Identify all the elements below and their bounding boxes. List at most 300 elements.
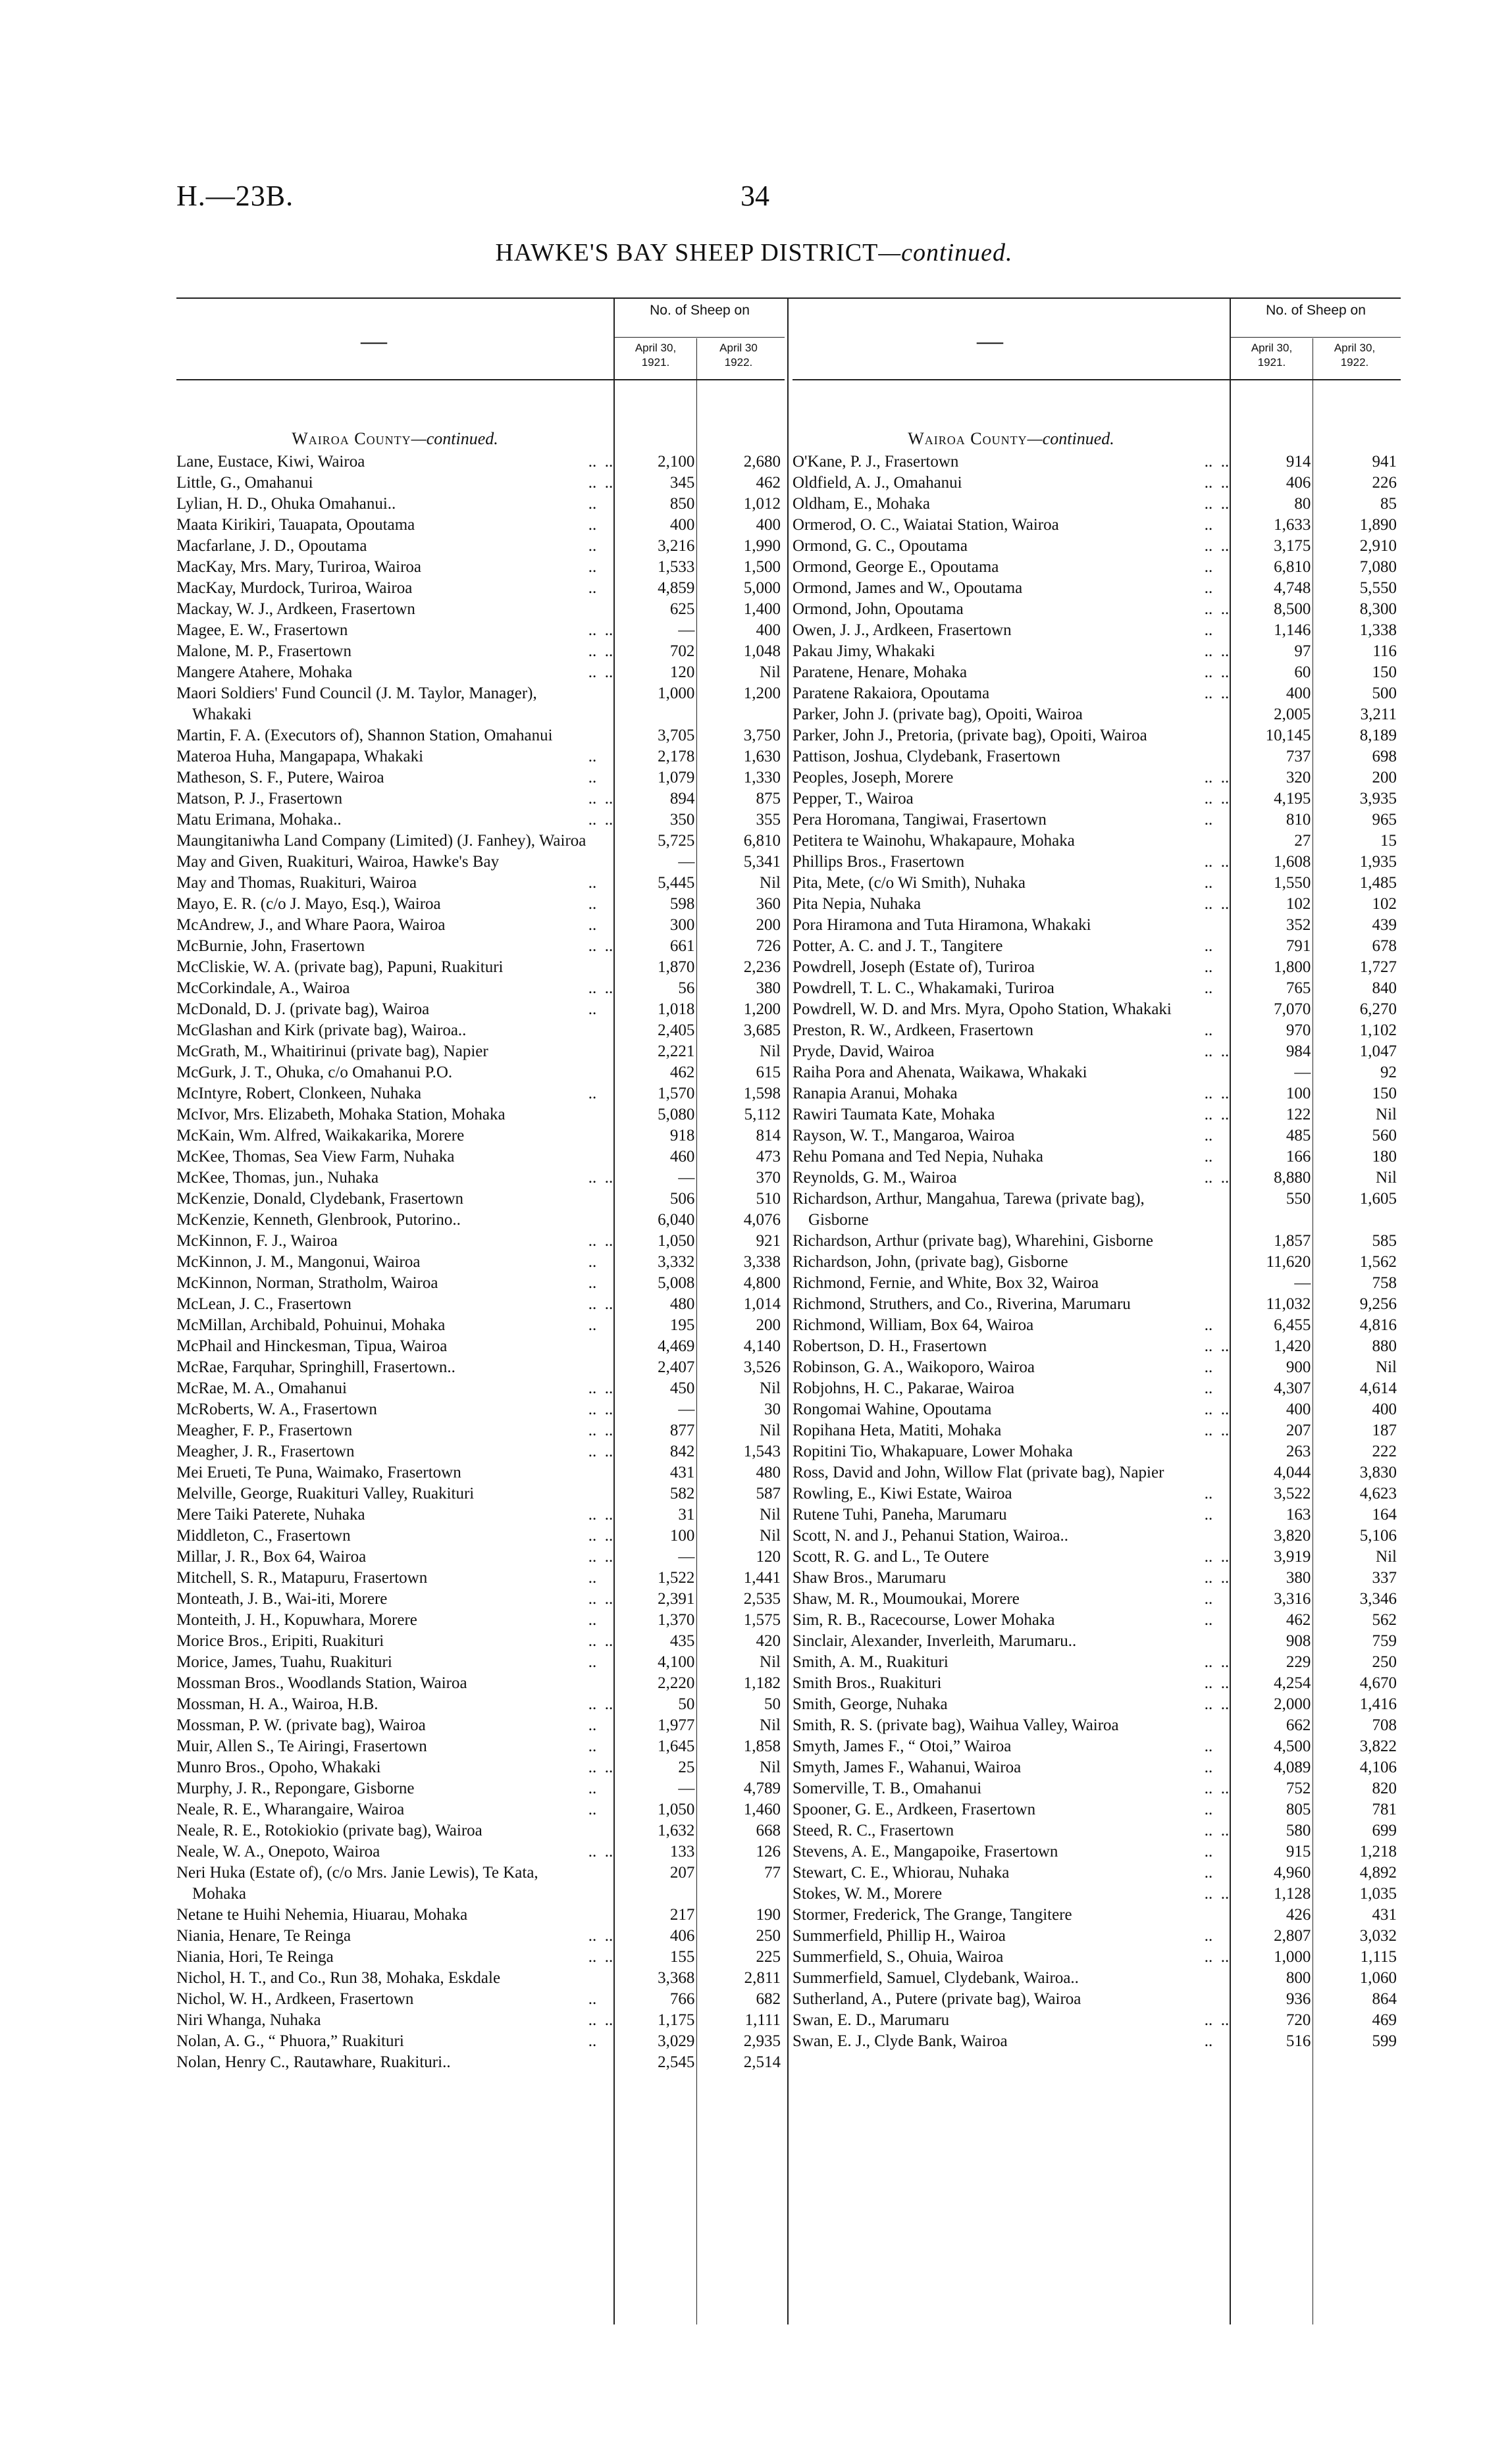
sheep-1921: 217: [669, 1906, 695, 1924]
owner-name: Mangere Atahere, Mohaka: [176, 663, 353, 681]
table-row: [793, 1862, 1401, 1884]
sheep-1922: 880: [1372, 1337, 1397, 1355]
sheep-1922: 1,416: [1359, 1695, 1397, 1713]
owner-name: Rongomai Wahine, Opoutama: [793, 1400, 992, 1418]
table-row: [793, 1547, 1401, 1568]
leader-dots: [1205, 704, 1234, 725]
sheep-1921: 5,008: [658, 1274, 695, 1292]
table-row: [793, 1294, 1401, 1315]
owner-name: Neale, R. E., Rotokiokio (private bag), Wairoa: [176, 1822, 482, 1839]
sheep-1921: 4,500: [1274, 1737, 1311, 1755]
table-row: [176, 1862, 785, 1905]
sheep-1922: 1,014: [743, 1295, 781, 1313]
sheep-1921: 352: [1286, 916, 1311, 934]
table-row: [176, 788, 785, 809]
sheep-1921: 462: [669, 1064, 695, 1081]
sheep-1922: 200: [756, 1316, 781, 1334]
owner-name: Matson, P. J., Frasertown: [176, 790, 343, 808]
sheep-1921: 918: [669, 1127, 695, 1144]
sheep-1922: 9,256: [1359, 1295, 1397, 1313]
sheep-1922: 370: [756, 1169, 781, 1187]
table-row: [176, 662, 785, 683]
owner-name: McKinnon, Norman, Stratholm, Wairoa: [176, 1274, 438, 1292]
sheep-1921: 195: [669, 1316, 695, 1334]
sheep-1922: 840: [1372, 979, 1397, 997]
sheep-1922: 222: [1372, 1443, 1397, 1460]
leader-dots: ..: [588, 1000, 597, 1018]
leader-dots: [1205, 1062, 1234, 1083]
sheep-1921: 4,960: [1274, 1864, 1311, 1882]
leader-dots: .. ..: [1204, 1780, 1230, 1797]
table-row: [176, 1589, 785, 1610]
sheep-1921: 300: [669, 916, 695, 934]
leader-dots: .. ..: [1204, 895, 1230, 913]
leader-dots: ..: [1204, 1021, 1213, 1039]
sheep-1921: —: [1294, 1064, 1311, 1081]
owner-name: Ormond, James and W., Opoutama: [793, 579, 1023, 597]
sheep-1921: 1,857: [1274, 1232, 1311, 1250]
table-row: [176, 536, 785, 557]
sheep-1921: 5,725: [658, 832, 695, 850]
left-table-header: [176, 297, 785, 380]
owner-name: Meagher, F. P., Frasertown: [176, 1422, 353, 1439]
owner-name: Powdrell, T. L. C., Whakamaki, Turiroa: [793, 979, 1054, 997]
sheep-1922: 225: [756, 1948, 781, 1966]
table-row: [793, 1736, 1401, 1757]
leader-dots: [588, 1125, 618, 1146]
owner-name: Pattison, Joshua, Clydebank, Frasertown: [793, 748, 1060, 765]
table-row: [176, 1252, 785, 1273]
table-row: [793, 1399, 1401, 1420]
table-row: [793, 1231, 1401, 1252]
owner-name: Owen, J. J., Ardkeen, Frasertown: [793, 621, 1012, 639]
sheep-1922: 1,182: [743, 1674, 781, 1692]
owner-name: Matu Erimana, Mohaka..: [176, 811, 342, 829]
leader-dots: ..: [588, 769, 597, 786]
sheep-1922: 200: [1372, 769, 1397, 786]
table-row: [793, 1926, 1401, 1947]
leader-dots: .. ..: [1204, 1653, 1230, 1671]
sheep-1922: 1,048: [743, 642, 781, 660]
sheep-1922: 1,890: [1359, 516, 1397, 534]
leader-dots: .. ..: [588, 1400, 613, 1418]
owner-name: Murphy, J. R., Repongare, Gisborne: [176, 1780, 415, 1797]
leader-dots: [588, 599, 618, 620]
sheep-1921: 3,316: [1274, 1590, 1311, 1608]
sheep-1922: 1,102: [1359, 1021, 1397, 1039]
table-row: [176, 957, 785, 978]
sheep-1921: 550: [1286, 1190, 1311, 1208]
table-row: [793, 746, 1401, 767]
sheep-1922: 1,012: [743, 495, 781, 513]
table-row: [176, 1757, 785, 1778]
owner-name: Malone, M. P., Frasertown: [176, 642, 351, 660]
sheep-1922: 8,189: [1359, 727, 1397, 744]
sheep-1921: 229: [1286, 1653, 1311, 1671]
leader-dots: ..: [1204, 1127, 1213, 1144]
leader-dots: .. ..: [1204, 663, 1230, 681]
table-row: [793, 1357, 1401, 1378]
sheep-1922: 77: [764, 1864, 781, 1882]
owner-name: Stewart, C. E., Whiorau, Nuhaka: [793, 1864, 1010, 1882]
sheep-1922: 2,535: [743, 1590, 781, 1608]
sheep-1921: 1,977: [658, 1716, 695, 1734]
sheep-1921: 4,307: [1274, 1379, 1311, 1397]
sheep-1922: 500: [1372, 684, 1397, 702]
sheep-1922: 4,106: [1359, 1758, 1397, 1776]
table-row: [793, 1420, 1401, 1441]
sheep-1921: 10,145: [1265, 727, 1311, 744]
owner-name: Ormond, George E., Opoutama: [793, 558, 999, 576]
name-column-header: —: [361, 326, 387, 355]
table-row: [793, 1652, 1401, 1673]
sheep-1922: 92: [1380, 1064, 1397, 1081]
sheep-1921: 3,332: [658, 1253, 695, 1271]
table-row: [176, 1799, 785, 1820]
sheep-1922: 678: [1372, 937, 1397, 955]
sheep-1922: 116: [1372, 642, 1397, 660]
sheep-1922: 30: [764, 1400, 781, 1418]
sheep-1922: 1,047: [1359, 1042, 1397, 1060]
sheep-1922: 1,441: [743, 1569, 781, 1587]
sheep-1921: 894: [669, 790, 695, 808]
sheep-1922: 3,935: [1359, 790, 1397, 808]
owner-name: Monteath, J. B., Wai-iti, Morere: [176, 1590, 388, 1608]
sheep-1922: 699: [1372, 1822, 1397, 1839]
leader-dots: ..: [588, 495, 597, 513]
sheep-1921: 2,807: [1274, 1927, 1311, 1945]
leader-dots: ..: [1204, 1758, 1213, 1776]
sheep-1922: Nil: [1376, 1106, 1397, 1123]
sheep-1922: 462: [756, 474, 781, 492]
owner-name: Robjohns, H. C., Pakarae, Wairoa: [793, 1379, 1015, 1397]
owner-name: Mossman Bros., Woodlands Station, Wairoa: [176, 1674, 467, 1692]
sheep-1922: 6,810: [743, 832, 781, 850]
leader-dots: .. ..: [1204, 495, 1230, 513]
sheep-1921: 1,533: [658, 558, 695, 576]
sheep-1921: 380: [1286, 1569, 1311, 1587]
leader-dots: [1205, 1231, 1234, 1252]
owner-name: Nichol, W. H., Ardkeen, Frasertown: [176, 1990, 414, 2008]
leader-dots: [588, 852, 618, 873]
sheep-1922: 864: [1372, 1990, 1397, 2008]
owner-name: McKenzie, Kenneth, Glenbrook, Putorino..: [176, 1211, 461, 1229]
sheep-1921: 2,405: [658, 1021, 695, 1039]
sheep-1922: 120: [756, 1548, 781, 1566]
owner-name: Oldham, E., Mohaka: [793, 495, 930, 513]
column-divider: [787, 297, 789, 2324]
sheep-1921: 1,632: [658, 1822, 695, 1839]
sheep-1921: —: [678, 1548, 695, 1566]
leader-dots: .. ..: [588, 937, 613, 955]
sheep-1922: 921: [756, 1232, 781, 1250]
sheep-1922: 4,789: [743, 1780, 781, 1797]
sheep-1921: 1,800: [1274, 958, 1311, 976]
table-row: [176, 1715, 785, 1736]
sheep-1922: 875: [756, 790, 781, 808]
table-row: [793, 915, 1401, 936]
sheep-1922: 759: [1372, 1632, 1397, 1650]
sheep-1921: 2,220: [658, 1674, 695, 1692]
sheep-1921: 207: [669, 1864, 695, 1882]
sheep-1921: 3,522: [1274, 1485, 1311, 1502]
leader-dots: [588, 1862, 618, 1905]
sheep-1921: —: [678, 1780, 695, 1797]
leader-dots: .. ..: [1204, 600, 1230, 618]
leader-dots: [1205, 1715, 1234, 1736]
owner-name: Swan, E. D., Marumaru: [793, 2011, 950, 2029]
sheep-1921: 435: [669, 1632, 695, 1650]
sheep-1921: 400: [1286, 684, 1311, 702]
owner-name: Pakau Jimy, Whakaki: [793, 642, 935, 660]
sheep-1921: 102: [1286, 895, 1311, 913]
leader-dots: ..: [588, 1085, 597, 1102]
sheep-1921: 805: [1286, 1801, 1311, 1818]
sheep-1921: 766: [669, 1990, 695, 2008]
sheep-1922: 6,270: [1359, 1000, 1397, 1018]
sheep-1922: 1,562: [1359, 1253, 1397, 1271]
owner-name: McGrath, M., Whaitirinui (private bag), Napier: [176, 1042, 488, 1060]
owner-name: Reynolds, G. M., Wairoa: [793, 1169, 957, 1187]
table-row: [176, 1357, 785, 1378]
table-row: [793, 1125, 1401, 1146]
leader-dots: .. ..: [1204, 769, 1230, 786]
sheep-1922: 200: [756, 916, 781, 934]
table-row: [176, 1989, 785, 2010]
sheep-1922: 190: [756, 1906, 781, 1924]
table-row: [176, 1146, 785, 1168]
sheep-1922: 3,211: [1360, 706, 1397, 723]
sheep-1921: 582: [669, 1485, 695, 1502]
sheep-1922: 337: [1372, 1569, 1397, 1587]
leader-dots: ..: [1204, 1148, 1213, 1166]
leader-dots: [588, 1336, 618, 1357]
table-row: [793, 2010, 1401, 2031]
sheep-1921: 580: [1286, 1822, 1311, 1839]
sheep-1922: 2,811: [744, 1969, 781, 1987]
col-1921-header: April 30, 1921.: [1251, 342, 1293, 369]
owner-name: Parker, John J., Pretoria, (private bag), Opoiti, Wairoa: [793, 727, 1147, 744]
owner-name: Munro Bros., Opoho, Whakaki: [176, 1758, 381, 1776]
table-row: [176, 1231, 785, 1252]
owner-name: O'Kane, P. J., Frasertown: [793, 453, 959, 471]
leader-dots: ..: [588, 1801, 597, 1818]
table-row: [793, 494, 1401, 515]
sheep-1922: 758: [1372, 1274, 1397, 1292]
table-row: [176, 1652, 785, 1673]
owner-name: Muir, Allen S., Te Airingi, Frasertown: [176, 1737, 427, 1755]
leader-dots: [1205, 1968, 1234, 1989]
sheep-1922: 85: [1380, 495, 1397, 513]
leader-dots: [588, 2052, 618, 2073]
owner-name: McKinnon, F. J., Wairoa: [176, 1232, 338, 1250]
table-row: [176, 809, 785, 831]
sheep-1922: 4,800: [743, 1274, 781, 1292]
leader-dots: [1205, 1462, 1234, 1483]
sheep-1922: 1,575: [743, 1611, 781, 1629]
table-row: [176, 1820, 785, 1841]
sheep-1922: 15: [1380, 832, 1397, 850]
sheep-1922: Nil: [760, 1506, 781, 1524]
sheep-1921: 97: [1294, 642, 1311, 660]
table-row: [176, 1673, 785, 1694]
sheep-1922: 781: [1372, 1801, 1397, 1818]
sheep-1922: 3,032: [1359, 1927, 1397, 1945]
sheep-1922: 5,112: [744, 1106, 781, 1123]
leader-dots: [1205, 1905, 1234, 1926]
leader-dots: .. ..: [588, 1506, 613, 1524]
leader-dots: .. ..: [1204, 1422, 1230, 1439]
sheep-1921: 1,146: [1274, 621, 1311, 639]
leader-dots: .. ..: [588, 811, 613, 829]
sheep-1921: 155: [669, 1948, 695, 1966]
table-row: [176, 515, 785, 536]
owner-name: Nolan, A. G., “ Phuora,” Ruakituri: [176, 2032, 404, 2050]
sheep-1922: Nil: [760, 663, 781, 681]
sheep-1921: 1,870: [658, 958, 695, 976]
table-row: [176, 1736, 785, 1757]
leader-dots: .. ..: [588, 979, 613, 997]
sheep-1921: 450: [669, 1379, 695, 1397]
owner-name: Neale, W. A., Onepoto, Wairoa: [176, 1843, 380, 1861]
owner-name: McRae, Farquhar, Springhill, Frasertown..: [176, 1358, 455, 1376]
leader-dots: ..: [1204, 1843, 1213, 1861]
owner-name: Mayo, E. R. (c/o J. Mayo, Esq.), Wairoa: [176, 895, 441, 913]
table-row: [793, 451, 1401, 473]
sheep-1921: 11,620: [1266, 1253, 1311, 1271]
leader-dots: [1205, 1294, 1234, 1315]
leader-dots: ..: [1204, 958, 1213, 976]
sheep-1922: 355: [756, 811, 781, 829]
owner-name: McRae, M. A., Omahanui: [176, 1379, 347, 1397]
sheep-1921: 460: [669, 1148, 695, 1166]
sheep-1921: 936: [1286, 1990, 1311, 2008]
table-row: [176, 451, 785, 473]
sheep-1921: 4,100: [658, 1653, 695, 1671]
sheep-1922: 150: [1372, 1085, 1397, 1102]
owner-name: Maori Soldiers' Fund Council (J. M. Taylor, Manager), Whakaki: [176, 684, 537, 723]
owner-name: Materoa Huha, Mangapapa, Whakaki: [176, 748, 424, 765]
table-row: [176, 557, 785, 578]
table-row: [793, 599, 1401, 620]
table-row: [176, 1547, 785, 1568]
owner-name: McLean, J. C., Frasertown: [176, 1295, 351, 1313]
leader-dots: ..: [588, 516, 597, 534]
owner-name: McKinnon, J. M., Mangonui, Wairoa: [176, 1253, 421, 1271]
sheep-1922: Nil: [760, 1653, 781, 1671]
leader-dots: ..: [1204, 1927, 1213, 1945]
table-row: [793, 662, 1401, 683]
sheep-1922: 5,341: [743, 853, 781, 871]
sheep-1922: 1,598: [743, 1085, 781, 1102]
sheep-1921: 56: [678, 979, 695, 997]
sheep-1922: Nil: [760, 1042, 781, 1060]
table-row: [176, 936, 785, 957]
sheep-1922: Nil: [760, 1716, 781, 1734]
sheep-1921: 120: [669, 663, 695, 681]
owner-name: Smith Bros., Ruakituri: [793, 1674, 942, 1692]
sheep-count-header: No. of Sheep on: [650, 303, 750, 318]
leader-dots: [1205, 1631, 1234, 1652]
leader-dots: .. ..: [588, 1590, 613, 1608]
owner-name: Smith, George, Nuhaka: [793, 1695, 948, 1713]
sheep-1921: 3,029: [658, 2032, 695, 2050]
right-rows: [793, 451, 1401, 2052]
table-row: [793, 578, 1401, 599]
sheep-1922: 726: [756, 937, 781, 955]
leader-dots: ..: [1204, 811, 1213, 829]
owner-name: Ormond, John, Opoutama: [793, 600, 964, 618]
table-row: [176, 1189, 785, 1210]
table-row: [176, 1399, 785, 1420]
sheep-1922: 4,623: [1359, 1485, 1397, 1502]
sheep-1921: 431: [669, 1464, 695, 1481]
owner-name: MacKay, Mrs. Mary, Turiroa, Wairoa: [176, 558, 421, 576]
table-row: [176, 1926, 785, 1947]
table-row: [793, 1841, 1401, 1862]
leader-dots: ..: [1204, 2032, 1213, 2050]
owner-name: Rutene Tuhi, Paneha, Marumaru: [793, 1506, 1007, 1524]
leader-dots: ..: [588, 1653, 597, 1671]
table-row: [793, 957, 1401, 978]
leader-dots: .. ..: [1204, 1695, 1230, 1713]
leader-dots: ..: [1204, 1801, 1213, 1818]
sheep-1922: 820: [1372, 1780, 1397, 1797]
table-row: [176, 1462, 785, 1483]
sheep-1921: 3,175: [1274, 537, 1311, 555]
leader-dots: ..: [1204, 1506, 1213, 1524]
table-row: [793, 1273, 1401, 1294]
table-row: [176, 1841, 785, 1862]
leader-dots: [1205, 999, 1234, 1020]
leader-dots: [1205, 1989, 1234, 2010]
owner-name: Ormond, G. C., Opoutama: [793, 537, 968, 555]
leader-dots: ..: [588, 748, 597, 765]
owner-name: Phillips Bros., Frasertown: [793, 853, 965, 871]
leader-dots: .. ..: [1204, 1337, 1230, 1355]
owner-name: McIvor, Mrs. Elizabeth, Mohaka Station, Mohaka: [176, 1106, 506, 1123]
sheep-1922: 1,115: [1360, 1948, 1397, 1966]
table-row: [176, 1968, 785, 1989]
sheep-1921: 908: [1286, 1632, 1311, 1650]
sheep-1921: 915: [1286, 1843, 1311, 1861]
leader-dots: [1205, 1252, 1234, 1273]
owner-name: Raiha Pora and Ahenata, Waikawa, Whakaki: [793, 1064, 1087, 1081]
sheep-1922: 1,543: [743, 1443, 781, 1460]
table-row: [176, 1947, 785, 1968]
leader-dots: ..: [588, 874, 597, 892]
owner-name: Richmond, Fernie, and White, Box 32, Wairoa: [793, 1274, 1099, 1292]
table-row: [793, 725, 1401, 746]
sheep-1922: 1,727: [1359, 958, 1397, 976]
leader-dots: .. ..: [1204, 1106, 1230, 1123]
owner-name: Netane te Huihi Nehemia, Hiuarau, Mohaka: [176, 1906, 468, 1924]
table-row: [176, 1273, 785, 1294]
owner-name: Sutherland, A., Putere (private bag), Wairoa: [793, 1990, 1081, 2008]
owner-name: Peoples, Joseph, Morere: [793, 769, 954, 786]
table-row: [176, 1168, 785, 1189]
leader-dots: .. ..: [588, 1948, 613, 1966]
sheep-1921: 4,044: [1274, 1464, 1311, 1481]
leader-dots: [1205, 746, 1234, 767]
sheep-1922: 1,111: [744, 2011, 781, 2029]
table-row: [793, 1715, 1401, 1736]
sheep-1922: 400: [756, 621, 781, 639]
leader-dots: .. ..: [1204, 2011, 1230, 2029]
leader-dots: .. ..: [1204, 537, 1230, 555]
sheep-1921: 1,570: [658, 1085, 695, 1102]
table-row: [176, 578, 785, 599]
